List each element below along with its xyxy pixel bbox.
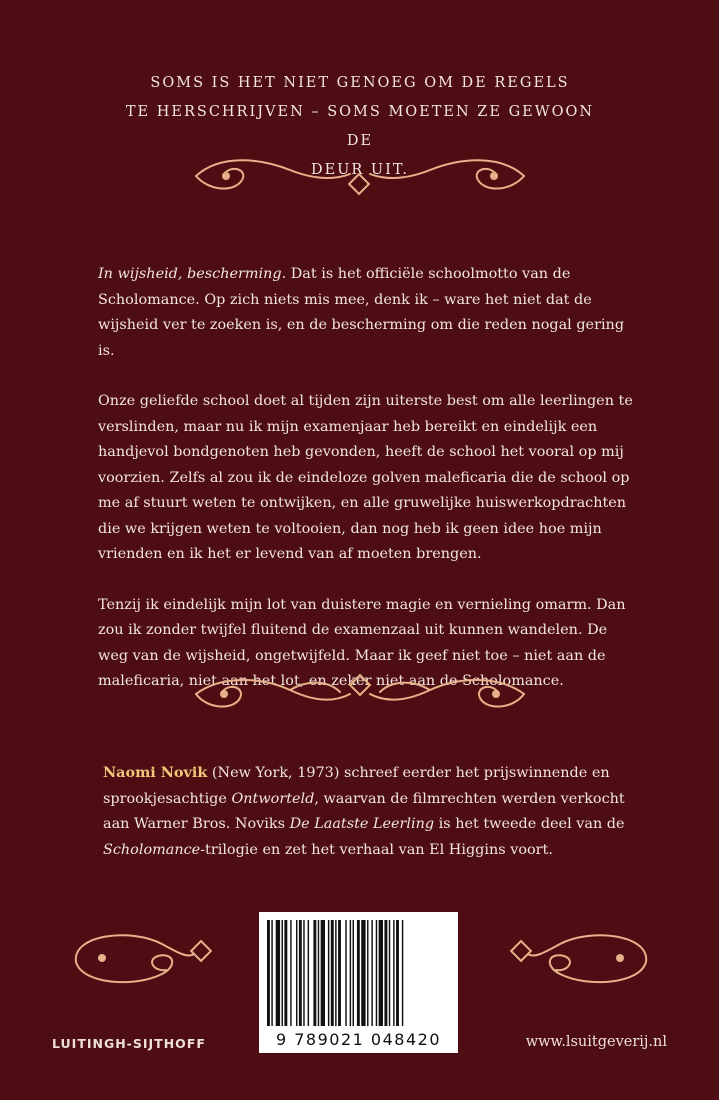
barcode-bar: [396, 920, 399, 1026]
blurb-paragraph-2: Onze geliefde school doet al tijden zijn uiterste best om alle leerlingen te verslinden, maar nu ik mijn examenjaar heb bereikt en eindelijk een handjevol bondgenoten heb gevonden, heeft de school het vooral op mij voorzien. Zelfs al zou ik de eindeloze golven maleficaria die de school op me af stuurt weten te ontwijken, en alle gruwelijke huiswerkopdrachten die we krijgen weten te voltooien, dan nog heb ik geen idee hoe mijn vrienden en ik het er levend van af moeten brengen.: [98, 393, 633, 562]
top-flourish-ornament: [190, 152, 530, 204]
barcode-bar: [393, 920, 394, 1026]
barcode-bar: [371, 920, 372, 1026]
barcode-bar: [335, 920, 336, 1026]
barcode-bar: [318, 920, 319, 1026]
barcode-bar: [384, 920, 387, 1026]
blurb-paragraph-1: In wijsheid, bescherming. Dat is het officiële schoolmotto van de Scholomance. Op zich niets mis mee, denk ik – ware het niet dat de wijsheid ver te zoeken is, en de bescherming om die reden nogal gering is.: [98, 266, 625, 359]
barcode-bar: [345, 920, 346, 1026]
bottom-left-flourish-ornament: [62, 922, 222, 992]
isbn-number: 9 789021 048420: [275, 1030, 441, 1049]
barcode-bar: [276, 920, 280, 1026]
barcode-bar: [402, 920, 403, 1026]
barcode: [259, 912, 458, 1053]
author-bio: Naomi Novik (New York, 1973) schreef eerder het prijswinnende en sprookjesachtige Ontworteld, waarvan de filmrechten werden verkocht aan Warner Bros. Noviks De Laatste Leerling is het tweede deel van de Scholomance-trilogie en zet het verhaal van El Higgins voort.: [103, 764, 625, 858]
barcode-bar: [296, 920, 297, 1026]
publisher-logo: LUITINGH-SIJTHOFF: [52, 1036, 206, 1051]
barcode-bar: [328, 920, 329, 1026]
barcode-bar: [376, 920, 377, 1026]
barcode-bar: [313, 920, 316, 1026]
barcode-bar: [282, 920, 283, 1026]
author-name: Naomi Novik: [103, 764, 208, 781]
barcode-bar: [267, 920, 270, 1026]
barcode-bar: [284, 920, 287, 1026]
barcode-bar: [353, 920, 354, 1026]
barcode-bar: [331, 920, 334, 1026]
barcode-bar: [361, 920, 365, 1026]
blurb: [98, 262, 638, 720]
barcode-bar: [299, 920, 302, 1026]
barcode-bar: [321, 920, 325, 1026]
bottom-right-flourish-ornament: [500, 922, 660, 992]
blurb-paragraph-3: Tenzij ik eindelijk mijn lot van duistere magie en vernieling omarm. Dan zou ik zonder twijfel fluitend de examenzaal uit kunnen wandelen. De weg van de wijsheid, ongetwijfeld. Maar ik geef niet toe – niet aan de maleficaria, niet aan het lot, en zeker niet aan de Scholomance.: [98, 596, 626, 689]
publisher-website[interactable]: www.lsuitgeverij.nl: [525, 1034, 667, 1050]
middle-flourish-ornament: [190, 672, 530, 716]
tagline: SOMS IS HET NIET GENOEG OM DE REGELS TE HERSCHRIJVEN – SOMS MOETEN ZE GEWOON DE DEUR UIT.: [125, 75, 595, 178]
barcode-bar: [290, 920, 291, 1026]
barcode-bar: [367, 920, 368, 1026]
barcode-bar: [389, 920, 390, 1026]
barcode-bar: [303, 920, 304, 1026]
barcode-bar: [379, 920, 383, 1026]
barcode-bar: [357, 920, 360, 1026]
barcode-bar: [308, 920, 309, 1026]
barcode-bar: [350, 920, 351, 1026]
barcode-bar: [271, 920, 272, 1026]
barcode-bar: [338, 920, 341, 1026]
